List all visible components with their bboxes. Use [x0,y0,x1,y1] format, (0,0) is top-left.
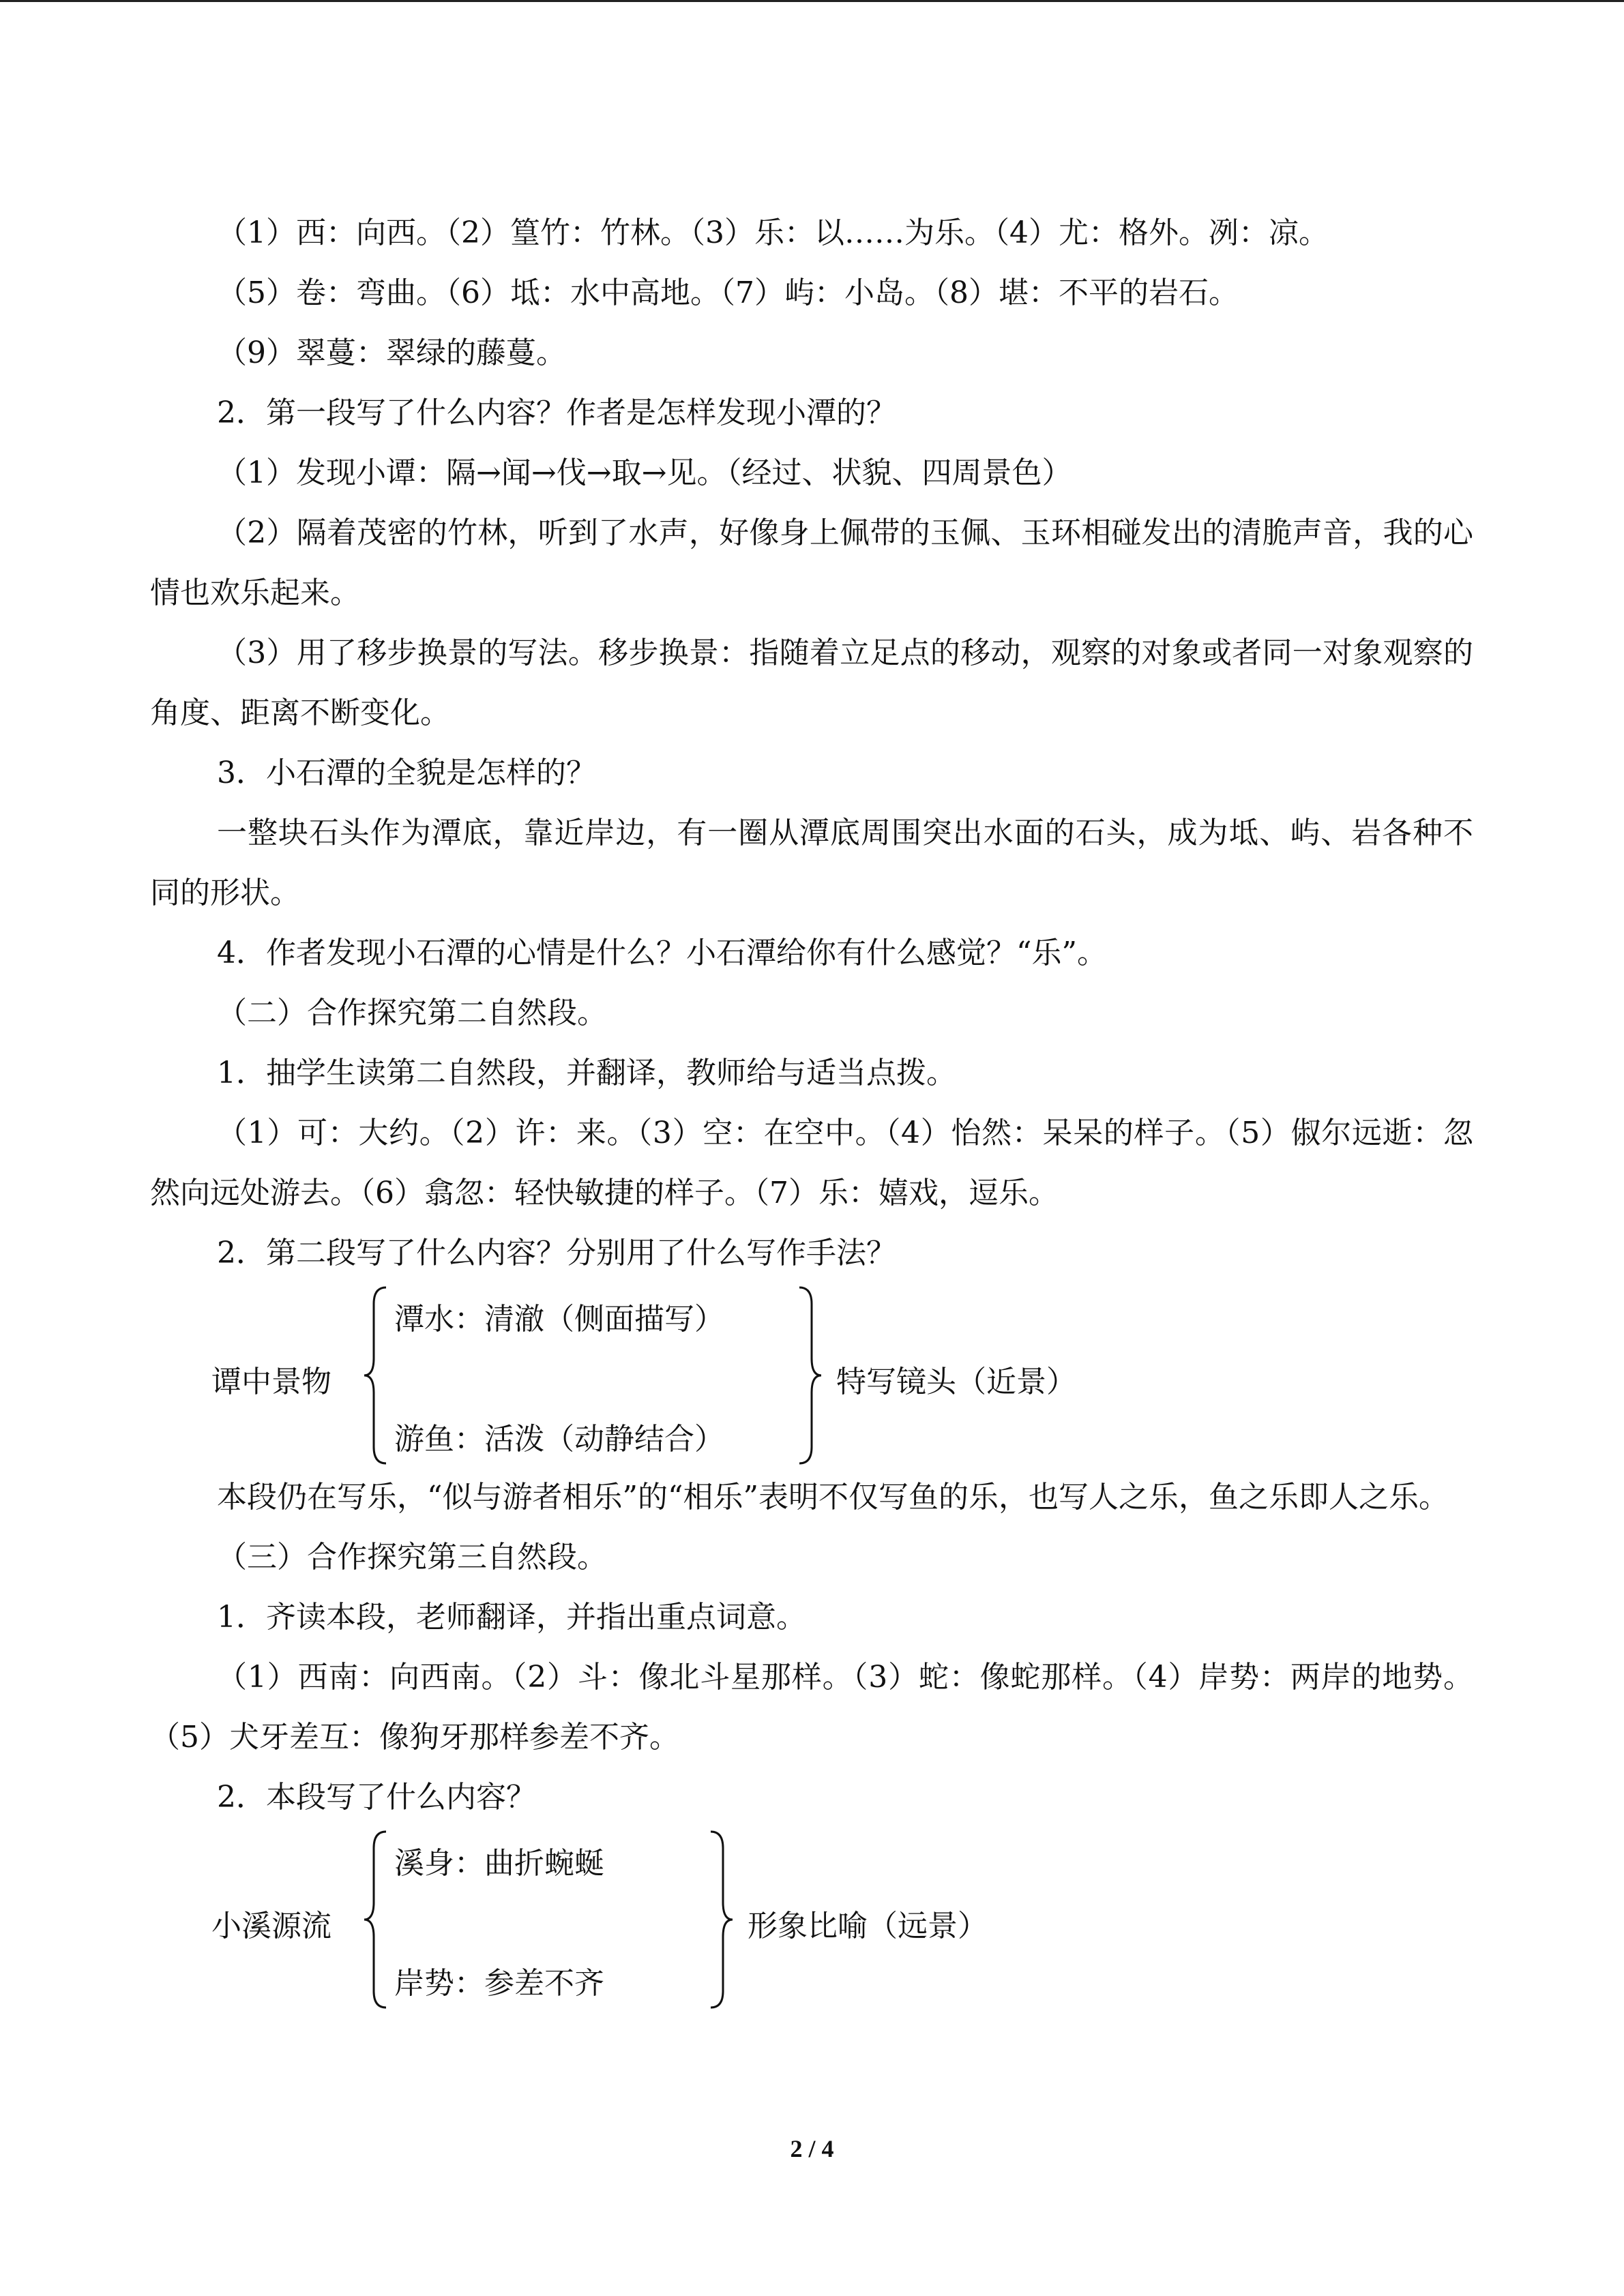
answer-3: 一整块石头作为潭底，靠近岸边，有一圈从潭底周围突出水面的石头，成为坻、屿、岩各种不同的形状。 [150,816,1473,910]
page-number: 2 / 4 [790,2135,834,2162]
task-2-2: 2．第二段写了什么内容？分别用了什么写作手法？ [217,1236,896,1270]
answer-2-1: （1）发现小谭：隔→闻→伐→取→见。（经过、状貌、四周景色） [217,456,1072,490]
left-brace-icon [361,1283,389,1467]
question-2: 2．第一段写了什么内容？作者是怎样发现小潭的？ [217,396,896,430]
answer-2-3: （3）用了移步换景的写法。移步换景：指随着立足点的移动，观察的对象或者同一对象观察的角度、距离不断变化。 [150,636,1473,730]
diagram-top-item: 潭水：清澈（侧面描写） [394,1302,724,1337]
diagram-right-label: 特写镜头（近景） [836,1365,1076,1399]
task-3-1: 1．齐读本段，老师翻译，并指出重点词意。 [217,1600,806,1635]
section-heading-2: （二）合作探究第二自然段。 [217,996,607,1030]
right-brace-icon [797,1283,824,1467]
vocab-para-3: （1）西南：向西南。（2）斗：像北斗星那样。（3）蛇：像蛇那样。（4）岸势：两岸的地势。（5）犬牙差互：像狗牙那样参差不齐。 [150,1660,1473,1755]
vocab-line-2: （5）卷：弯曲。（6）坻：水中高地。（7）屿：小岛。（8）堪：不平的岩石。 [217,275,1239,310]
brace-diagram-stream [150,1828,1473,2012]
answer-2-2: （2）隔着茂密的竹林，听到了水声，好像身上佩带的玉佩、玉环相碰发出的清脆声音，我的心情也欢乐起来。 [150,516,1473,610]
diagram-bottom-item: 游鱼：活泼（动静结合） [394,1422,724,1457]
diagram-bottom-item: 岸势：参差不齐 [394,1966,604,2001]
diagram-right-label: 形象比喻（远景） [748,1909,988,1943]
diagram-label: 谭中景物 [211,1365,331,1399]
page-top-border [0,0,1624,2]
section-heading-3: （三）合作探究第三自然段。 [217,1540,607,1575]
document-body [150,203,1473,2012]
summary-para: 本段仍在写乐，“似与游者相乐”的“相乐”表明不仅写鱼的乐，也写人之乐，鱼之乐即人之乐。 [217,1480,1449,1515]
question-3: 3．小石潭的全貌是怎样的？ [217,756,596,790]
task-3-2: 2．本段写了什么内容？ [217,1780,536,1815]
diagram-label: 小溪源流 [211,1909,331,1943]
brace-diagram-pond [150,1283,1473,1467]
vocab-line-3: （9）翠蔓：翠绿的藤蔓。 [217,336,566,370]
vocab-para-2: （1）可：大约。（2）许：来。（3）空：在空中。（4）怡然：呆呆的样子。（5）俶尔远逝：忽然向远处游去。（6）翕忽：轻快敏捷的样子。（7）乐：嬉戏，逗乐。 [150,1116,1473,1210]
left-brace-icon [361,1828,389,2012]
question-4: 4．作者发现小石潭的心情是什么？小石潭给你有什么感觉？“乐”。 [217,936,1107,970]
diagram-top-item: 溪身：曲折蜿蜒 [394,1846,604,1881]
right-brace-icon [708,1828,735,2012]
task-2-1: 1．抽学生读第二自然段，并翻译，教师给与适当点拨。 [217,1056,956,1090]
vocab-line-1: （1）西：向西。（2）篁竹：竹林。（3）乐：以……为乐。（4）尤：格外。冽：凉。 [217,215,1329,250]
